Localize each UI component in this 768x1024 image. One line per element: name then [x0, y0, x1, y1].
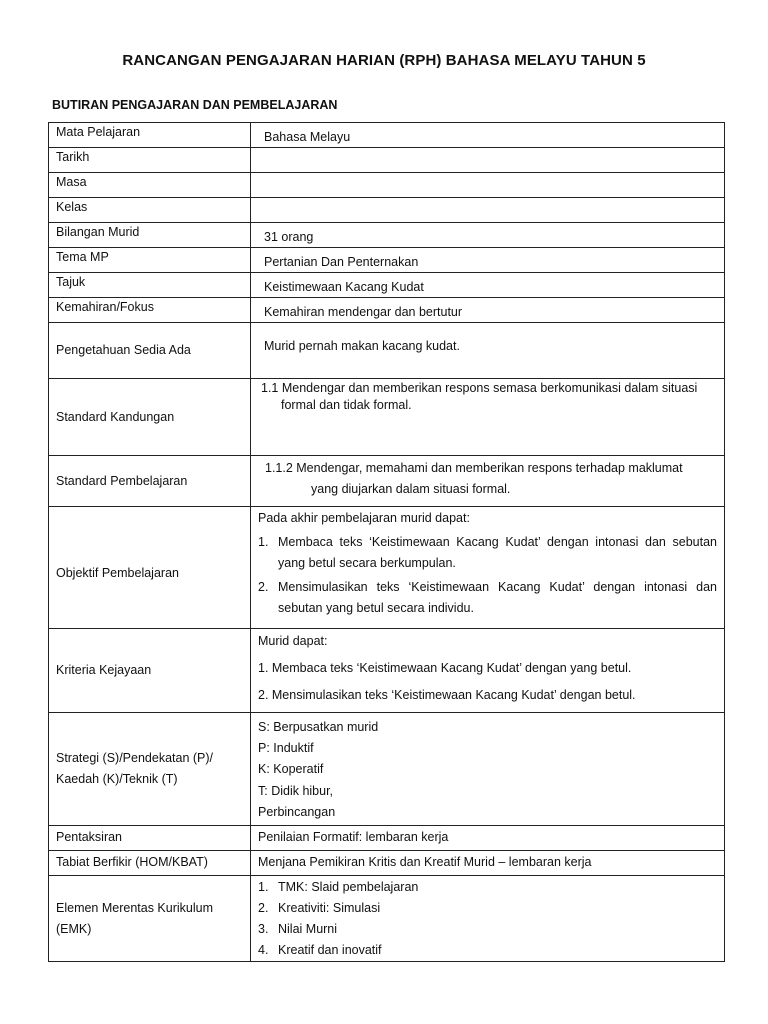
list-item: 4. Kreatif dan inovatif [258, 943, 382, 957]
table-row [49, 851, 725, 876]
list-item: P: Induktif [258, 741, 314, 756]
row-label: Standard Kandungan [49, 379, 251, 456]
row-value: 31 orang [251, 223, 725, 248]
row-value: Penilaian Formatif: lembaran kerja [251, 826, 725, 851]
section-heading: BUTIRAN PENGAJARAN DAN PEMBELAJARAN [52, 98, 338, 112]
row-value [251, 173, 725, 198]
row-value: Kemahiran mendengar dan bertutur [251, 298, 725, 323]
list-item: 1. Membaca teks ‘Keistimewaan Kacang Kudat’ dengan yang betul. [258, 661, 632, 675]
list-item: 1. Membaca teks ‘Keistimewaan Kacang Kudat’ dengan intonasi dan sebutan yang betul secara berkumpulan. [258, 534, 717, 570]
row-label: Strategi (S)/Pendekatan (P)/ [56, 751, 214, 765]
row-label: Kaedah (K)/Teknik (T) [56, 772, 178, 786]
row-label: Tema MP [49, 248, 251, 273]
list-item: Perbincangan [258, 804, 336, 819]
row-value: Bahasa Melayu [251, 123, 725, 148]
table-row [49, 198, 725, 223]
list-item: T: Didik hibur, [258, 783, 334, 798]
table-row [49, 713, 725, 826]
row-value: Menjana Pemikiran Kritis dan Kreatif Murid – lembaran kerja [251, 851, 725, 876]
document-title: RANCANGAN PENGAJARAN HARIAN (RPH) BAHASA MELAYU TAHUN 5 [122, 52, 646, 69]
row-label: Mata Pelajaran [49, 123, 251, 148]
list-item: 2. Kreativiti: Simulasi [258, 901, 381, 915]
row-label: Elemen Merentas Kurikulum [56, 900, 214, 915]
row-label: Tabiat Berfikir (HOM/KBAT) [49, 851, 251, 876]
list-item: 3. Nilai Murni [258, 922, 338, 936]
kriteria-intro: Murid dapat: [258, 634, 328, 648]
table-row [49, 876, 725, 962]
table-row [49, 173, 725, 198]
list-item: 1. TMK: Slaid pembelajaran [258, 880, 419, 894]
table-row [49, 826, 725, 851]
table-row [49, 223, 725, 248]
row-label: Standard Pembelajaran [49, 456, 251, 507]
row-label: Pentaksiran [49, 826, 251, 851]
table-row [49, 323, 725, 379]
lesson-details-table [48, 122, 725, 962]
row-value: Pertanian Dan Penternakan [251, 248, 725, 273]
row-label: Tajuk [49, 273, 251, 298]
list-item: 2. Mensimulasikan teks ‘Keistimewaan Kacang Kudat’ dengan intonasi dan sebutan yang betul secara individu. [258, 579, 717, 615]
list-item: 2. Mensimulasikan teks ‘Keistimewaan Kacang Kudat’ dengan betul. [258, 688, 636, 702]
standard-kandungan-line: 1.1 Mendengar dan memberikan respons semasa berkomunikasi dalam situasi [261, 381, 698, 395]
standard-kandungan-line: formal dan tidak formal. [281, 398, 412, 412]
list-item: K: Koperatif [258, 762, 324, 777]
standard-pembelajaran-line: yang diujarkan dalam situasi formal. [311, 482, 511, 496]
row-label: Tarikh [49, 148, 251, 173]
table-row [49, 273, 725, 298]
table-row [49, 148, 725, 173]
row-label: Bilangan Murid [49, 223, 251, 248]
table-row [49, 298, 725, 323]
row-label: (EMK) [56, 921, 92, 936]
row-value: Murid pernah makan kacang kudat. [251, 323, 725, 379]
row-value [251, 148, 725, 173]
table-row [49, 629, 725, 713]
table-row [49, 456, 725, 507]
list-item: S: Berpusatkan murid [258, 720, 379, 734]
table-row [49, 379, 725, 456]
standard-pembelajaran-line: 1.1.2 Mendengar, memahami dan memberikan respons terhadap maklumat [265, 461, 683, 475]
row-value [251, 198, 725, 223]
table-row [49, 123, 725, 148]
emk-list [258, 877, 717, 961]
row-label: Pengetahuan Sedia Ada [49, 323, 251, 379]
row-label: Kemahiran/Fokus [49, 298, 251, 323]
table-row [49, 507, 725, 629]
row-label: Kelas [49, 198, 251, 223]
objektif-intro: Pada akhir pembelajaran murid dapat: [258, 511, 470, 525]
objektif-list [258, 532, 717, 620]
row-value: Keistimewaan Kacang Kudat [251, 273, 725, 298]
row-label: Masa [49, 173, 251, 198]
row-label: Kriteria Kejayaan [49, 629, 251, 713]
table-row [49, 248, 725, 273]
row-label: Objektif Pembelajaran [49, 507, 251, 629]
